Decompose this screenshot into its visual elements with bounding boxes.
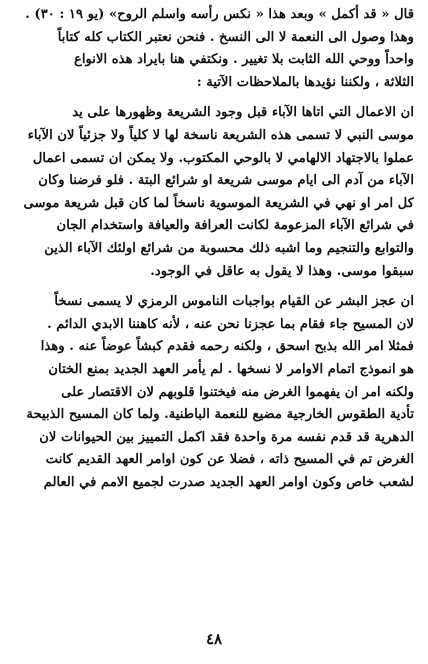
text-line: لان المسيح جاء فقام بما عجزنا نحن عنه ، لأنه كاهننا الابدي الدائم .: [47, 316, 414, 332]
text-line: تأدية الطقوس الخارجية مضيع للنعمة الباطنية. ولما كان المسيح الذبيحة: [26, 407, 414, 423]
text-line: موسى النبي لا تسمى هذه الشريعة ناسخة لها لا كلياً ولا جزئياً لان الآباء: [27, 127, 414, 143]
text-line: الآباء من آدم الى ايام موسى شريعة او شرائع البتة . فلو فرضنا وكان: [38, 173, 414, 189]
text-line: قال « قد أكمل » وبعد هذا « نكس رأسه واسلم الروح» (يو ١٩ : ٣٠) .: [25, 7, 414, 22]
text-line: في شرائع الآباء المزعومة لكانت العرافة والعيافة واستخدام الجان: [56, 218, 414, 234]
text-line: كل امر او نهي في الشريعة الموسوية ناسخاً لما كان قبل شريعة موسى: [23, 195, 414, 211]
text-line: ان عجز البشر عن القيام بواجبات الناموس الرمزي لا يسمى نسخاً: [54, 294, 414, 310]
page-text: [14, 4, 414, 494]
page-number: ٤٨: [205, 630, 223, 648]
text-line: الغرض تم في المسيح ذاته ، فضلا عن كون اوامر العهد القديم كانت: [45, 452, 414, 468]
text-line: وهذا وصول الى النعمة لا الى النسخ . فنحن نعتبر الكتاب كله كتاباً: [57, 29, 414, 45]
paragraph-3: [14, 291, 414, 494]
text-line: هو انموذج اتمام الاوامر لا نسخها . لم يأمر العهد الجديد بمنع الختان: [48, 361, 414, 377]
paragraph-gap: [14, 94, 414, 102]
text-line: واحداً ووحي الله الثابت بلا تغيير . ونكتفي هنا بايراد هذه الانواع: [73, 52, 414, 68]
paragraph-1: [14, 4, 414, 94]
text-line: سبقوا موسى. وهذا لا يقول به عاقل في الوجود.: [150, 263, 414, 279]
text-line: ولكنه امر ان يفهموا الغرض منه فيختنوا قلوبهم لان الاقتصار على: [61, 384, 414, 400]
text-line: والتوابع والتنجيم وما اشبه ذلك محسوبة من شرائع اولئك الآباء الذين: [44, 240, 414, 256]
text-line: الثلاثة ، ولكننا نؤيدها بالملاحظات الآتية :: [196, 74, 414, 90]
text-line: فمثلا امر الله بذبح اسحق ، ولكنه رحمه فقدم كبشاً عوضاً عنه . وهذا: [40, 339, 414, 355]
text-line: ان الاعمال التي اتاها الآباء قبل وجود الشريعة وظهورها على يد: [72, 105, 414, 121]
text-line: الدهرية قد قدم نفسه مرة واحدة فقد اكمل التمييز بين الحيوانات لان: [39, 429, 414, 445]
text-line: لشعب خاص وكون اوامر العهد الجديد صدرت لجميع الامم في العالم: [43, 474, 414, 490]
paragraph-2: [14, 102, 414, 283]
text-line: عملوا بالاجتهاد الالهامي لا بالوحي المكتوب. ولا يمكن ان تسمى اعمال: [32, 150, 414, 166]
paragraph-gap: [14, 283, 414, 291]
